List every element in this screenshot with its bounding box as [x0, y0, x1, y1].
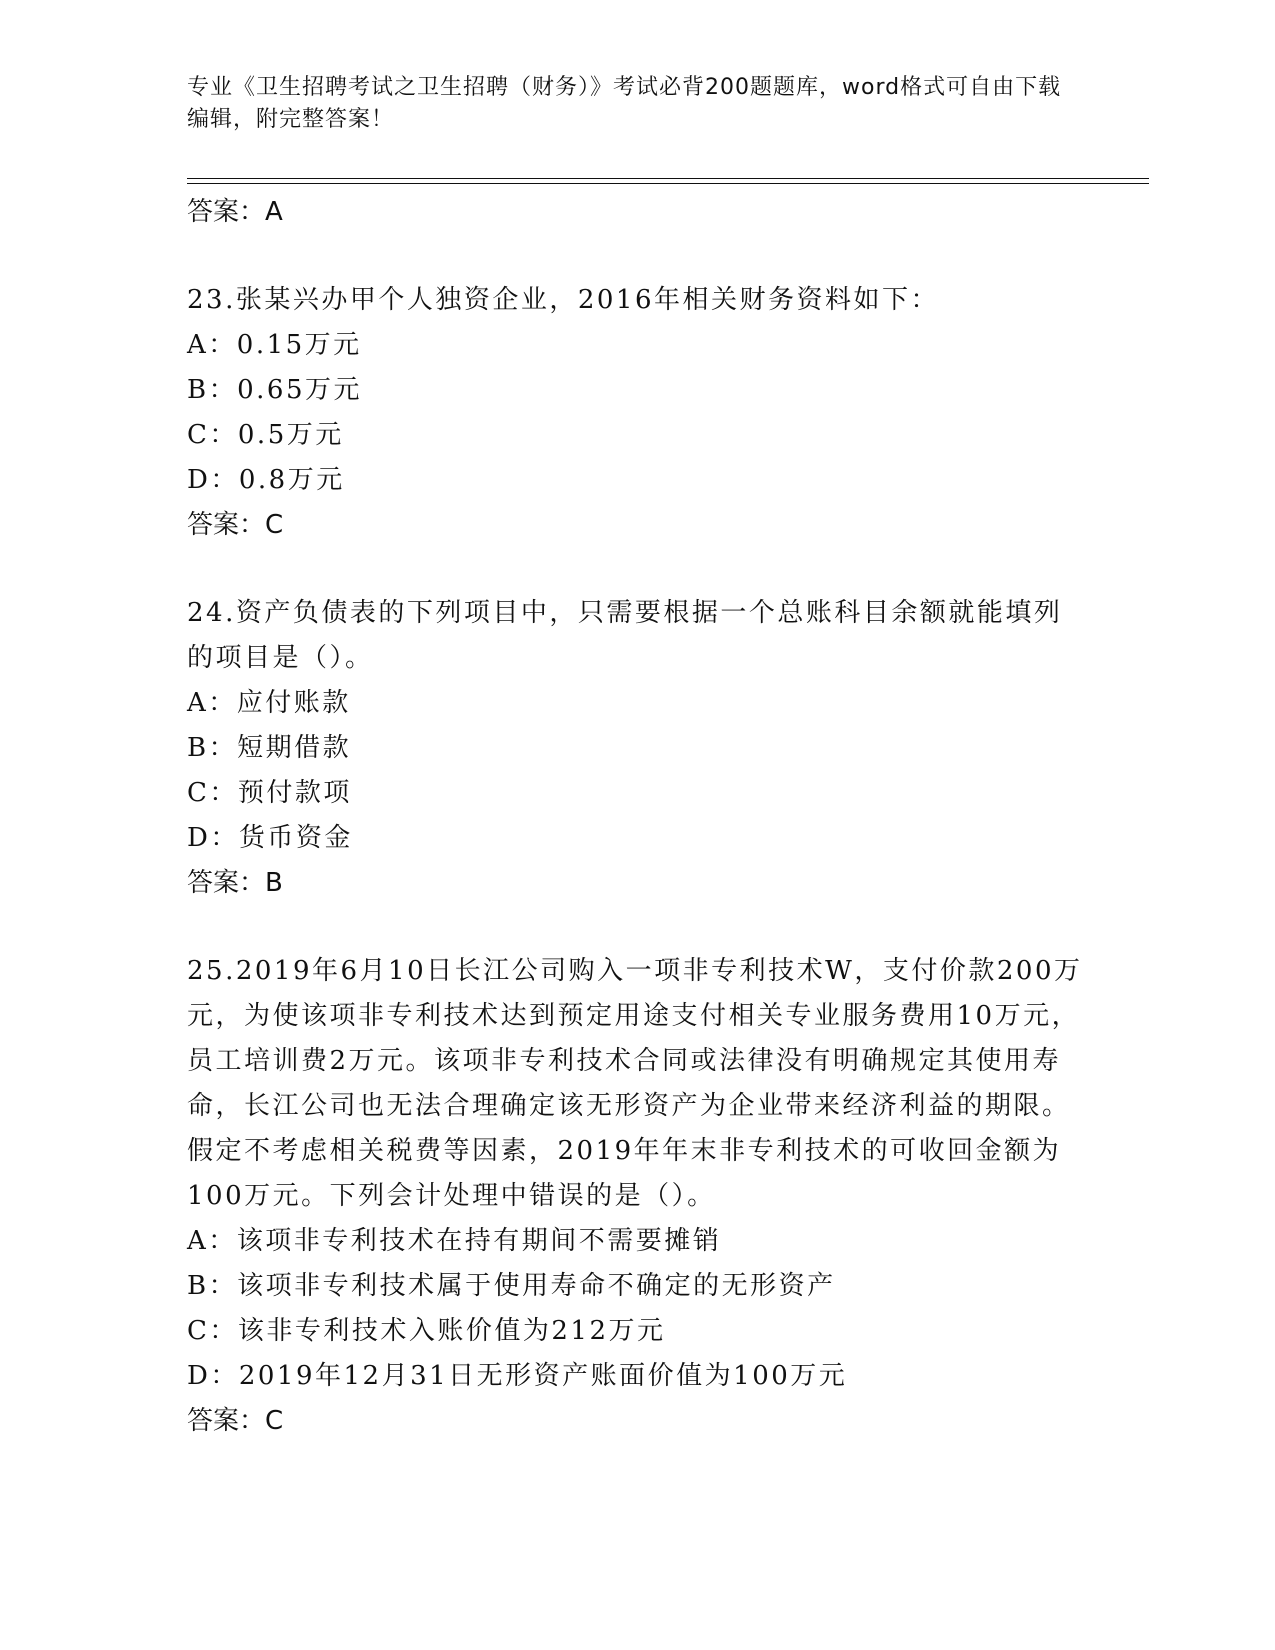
option-b: B：该项非专利技术属于使用寿命不确定的无形资产 [187, 1271, 836, 1301]
question-stem: 25.2019年6月10日长江公司购入一项非专利技术W，支付价款200万元，为使该项非专利技术达到预定用途支付相关专业服务费用10万元，员工培训费2万元。该项非专利技术合同或法律没有明确规定其使用寿命，长江公司也无法合理确定该无形资产为企业带来经济利益的期限。假定不考虑相关税费等因素，2019年年末非专利技术的可收回金额为100万元。下列会计处理中错误的是（）。 [187, 956, 1083, 1211]
option-d: D：2019年12月31日无形资产账面价值为100万元 [187, 1361, 848, 1391]
document-header: 专业《卫生招聘考试之卫生招聘（财务）》考试必背200题题库，word格式可自由下载编辑，附完整答案！ [187, 75, 1062, 132]
question-list [187, 190, 1087, 1443]
option-a: A：应付账款 [187, 688, 351, 718]
option-c: C：该非专利技术入账价值为212万元 [187, 1316, 666, 1346]
question-stem: 23.张某兴办甲个人独资企业，2016年相关财务资料如下： [187, 285, 940, 315]
question-24 [187, 591, 1087, 905]
question-stem: 24.资产负债表的下列项目中，只需要根据一个总账科目余额就能填列的项目是（）。 [187, 598, 1063, 673]
header-rule-top [187, 178, 1149, 179]
answer: 答案：B [187, 868, 283, 898]
answer: 答案：C [187, 1406, 284, 1436]
answer: 答案：C [187, 510, 284, 540]
option-c: C：预付款项 [187, 778, 352, 808]
question-23 [187, 278, 1087, 547]
option-c: C：0.5万元 [187, 420, 344, 450]
question-25 [187, 949, 1087, 1443]
option-b: B：0.65万元 [187, 375, 362, 405]
option-a: A：该项非专利技术在持有期间不需要摊销 [187, 1226, 722, 1256]
option-a: A：0.15万元 [187, 330, 362, 360]
previous-answer: 答案：A [187, 197, 283, 227]
header-rule-bottom [187, 183, 1149, 184]
option-d: D：0.8万元 [187, 465, 345, 495]
option-d: D：货币资金 [187, 823, 353, 853]
option-b: B：短期借款 [187, 733, 352, 763]
